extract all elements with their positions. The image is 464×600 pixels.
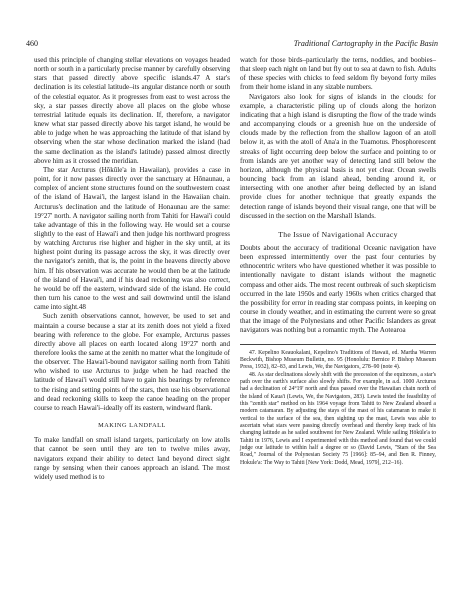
right-column xyxy=(240,56,436,467)
body-paragraph: used this principle of changing stellar elevations on voyages headed north or south in a particularly precise manner by carefully observing stars that passed directly above specific islands.47 A star's declination is its celestial latitude–its angular distance north or south of the celestial equator. As it progresses from east to west across the sky, a star passes directly above all places on the globe whose terrestrial latitude equals its declination. If, therefore, a navigator knew what star passed directly above his target island, he would be able to judge when he was approaching the latitude of that island by observing when the star whose declination marked the island (had the same declination as the island's latitude) passed almost directly above him as it crossed the meridian. xyxy=(34,56,230,165)
footnote: 47. Kepelino Keauokalani, Kepelino's Traditions of Hawaii, ed. Martha Warren Beckwith, Bishop Museum Bulletin, no. 95 (Honolulu: Bernice P. Bishop Museum Press, 1932), 82–83, and Lewis, We, the Navigators, 278–90 (note 4). xyxy=(240,349,436,371)
footnote-divider xyxy=(240,344,436,345)
body-paragraph: To make landfall on small island targets, particularly on low atolls that cannot be seen until they are ten to twelve miles away, navigators expand their ability to detect land beyond direct sight range by sensing when their canoes approach an island. The most widely used method is to xyxy=(34,436,230,481)
body-paragraph: The star Arcturus (Hōkūle'a in Hawaiian), provides a case in point, for it now passes directly over the sanctuary at Hōnaunau, a complex of ancient stone structures found on the southwestern coast of the island of Hawai'i, the largest island in the Hawaiian chain. Arcturus's declination and the latitude of Honaunau are the same: 19°27' north. A navigator sailing north from Tahiti for Hawai'i could take advantage of this in the following way. He would set a course slightly to the east of Hawai'i and then judge his northward progress by watching Arcturus rise higher and higher in the sky until, at its highest point during its passage across the sky, it was directly over the navigator's zenith, that is, the point in the heavens directly above him. If his observation was accurate he would then be at the latitude of the island of Hawai'i, and if his dead reckoning was also correct, he would be off the eastern, windward side of the island. He could then turn his canoe to the west and sail downwind until the island came into sight.48 xyxy=(34,165,230,312)
page-header xyxy=(26,38,438,50)
body-paragraph: watch for those birds–particularly the terns, noddies, and boobies–that sleep each night on land but fly out to sea at dawn to fish. Adults of these species with chicks to feed seldom fly beyond forty miles from their home island in any sizable numbers. xyxy=(240,56,436,92)
footnote: 48. As star declinations slowly shift with the precession of the equinoxes, a star's path over the earth's surface also slowly shifts. For example, in a.d. 1000 Arcturus had a declination of 24°19' north and thus passed over the Hawaiian chain north of the island of Kaua'i (Lewis, We, the Navigators, 283). Lewis tested the feasibility of this "zenith star" method on his 1964 voyage from Tahiti to New Zealand aboard a modern catamaran. By adjusting the stays of the mast of his catamaran to make it vertical to the surface of the sea, then sighting up the mast, Lewis was able to ascertain what stars were passing directly overhead and thereby keep track of his changing latitude as he sailed southwest for New Zealand. While sailing Hōkūle'a to Tahiti in 1976, Lewis and I experimented with this method and found that we could judge our latitude to within half a degree or so (David Lewis, "Stars of the Sea Road," Journal of the Polynesian Society 75 [1966]: 85–94, and Ben R. Finney, Hokule'a: The Way to Tahiti [New York: Dodd, Mead, 1979], 212–16). xyxy=(240,371,436,466)
page-number: 460 xyxy=(26,39,38,48)
body-paragraph: Navigators also look for signs of islands in the clouds: for example, a characteristic piling up of clouds along the horizon indicating that a high island is disrupting the flow of the trade winds and accompanying clouds or a greenish hue on the underside of clouds made by the reflection from the shallow lagoon of an atoll below it, as with the atoll of Ana'a in the Tuamotus. Phosphorescent streaks of light occurring deep below the surface and pointing to or from islands are yet another way of detecting land still below the horizon, although the physical basis is not yet clear. Ocean swells bouncing back from an island ahead, bending around it, or intersecting with one another after being deflected by an island provide clues for another technique that greatly expands the detection range of islands beyond their visual range, one that will be discussed in the section on the Marshall Islands. xyxy=(240,92,436,220)
body-paragraph: Such zenith observations cannot, however, be used to set and maintain a course because a star at its zenith does not yield a fixed bearing with reference to the globe. For example, Arcturus passes directly above all places on earth located along 19°27' north and therefore looks the same at the zenith no matter what the longitude of the observer. The Hawai'i-bound navigator sailing north from Tahiti who wished to use Arcturus to judge when he had reached the latitude of Hawai'i would still have to gain his bearings by reference to the rising and setting points of the stars, then use his observational and dead reckoning skills to keep the canoe heading on the proper course to reach Hawai'i–ideally off its eastern, windward flank. xyxy=(34,312,230,412)
section-heading: The Issue of Navigational Accuracy xyxy=(278,229,398,239)
left-column xyxy=(34,56,230,482)
running-title: Traditional Cartography in the Pacific Basin xyxy=(293,39,438,48)
body-paragraph: Doubts about the accuracy of traditional Oceanic navigation have been expressed intermittently over the past four centuries by ethnocentric writers who have questioned whether it was possible to intentionally navigate to distant islands without the magnetic compass and other aids. The most recent outbreak of such skepticism occurred in the late 1950s and early 1960s when critics charged that the possibility for error in reading star compass points, in keeping on course in cloudy weather, and in estimating the current were so great that the image of the Polynesians and other Pacific Islanders as great navigators was nothing but a romantic myth. The Aotearoa xyxy=(240,243,436,335)
subheading-making-landfall: MAKING LANDFALL xyxy=(98,422,166,430)
